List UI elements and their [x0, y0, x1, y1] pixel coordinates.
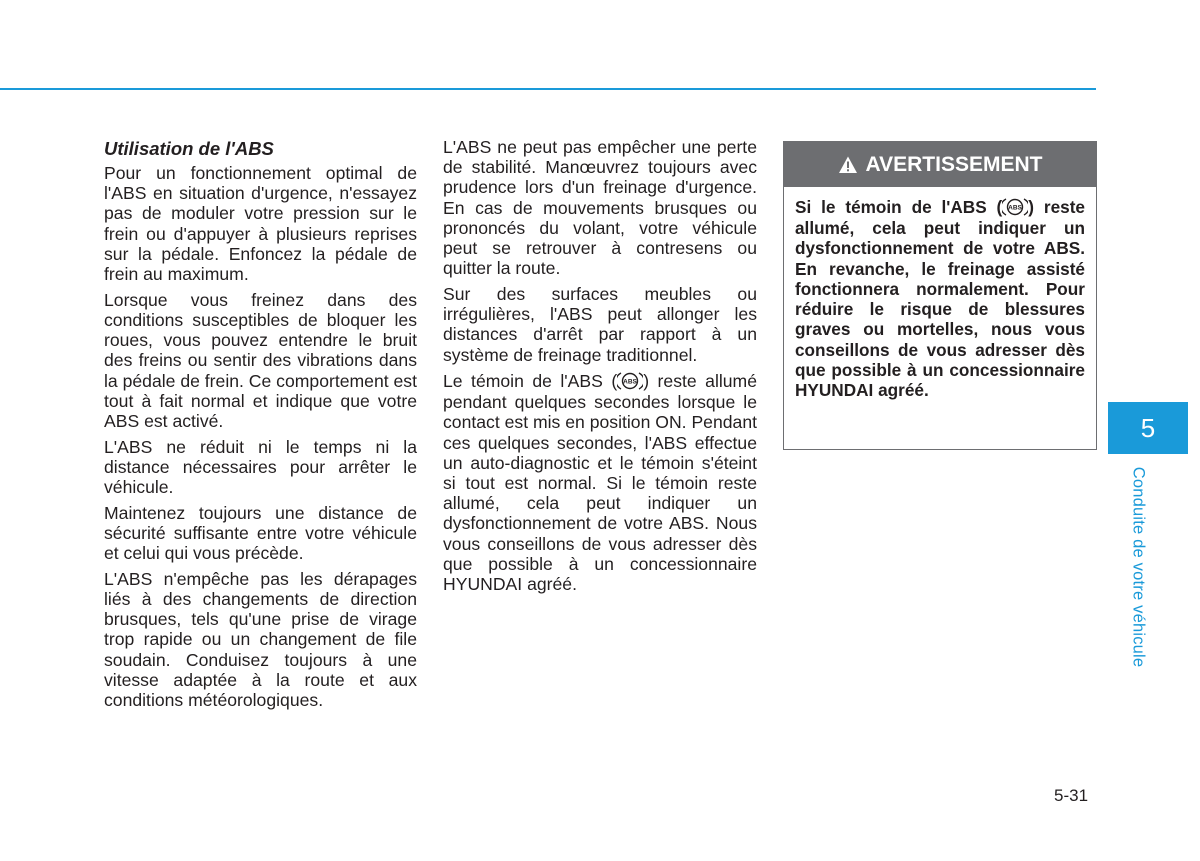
warning-text-before: Si le témoin de l'ABS ( [795, 197, 1003, 217]
chapter-tab[interactable]: 5 [1108, 402, 1188, 454]
abs-indicator-paragraph [443, 370, 757, 594]
paragraph: Lorsque vous freinez dans des conditions susceptibles de bloquer les roues, vous pouvez entendre le bruit des freins ou sentir des vibrations dans la pédale de frein. Ce comportement est tout à fait normal et indique que votre ABS est activé. [104, 289, 417, 431]
abs-icon-label: ABS [623, 378, 638, 386]
abs-warning-light-icon [1002, 196, 1028, 218]
paragraph: Maintenez toujours une distance de sécurité suffisante entre votre véhicule et celui qui vous précède. [104, 502, 417, 564]
warning-triangle-icon [838, 155, 858, 175]
page-number: 5-31 [1054, 786, 1089, 805]
section-heading: Utilisation de l'ABS [104, 138, 274, 159]
warning-text [784, 187, 1096, 401]
paragraph: L'ABS n'empêche pas les dérapages liés à des changements de direction brusques, tels qu'une prise de virage trop rapide ou un changement de file soudain. Conduisez toujours à une vitesse adaptée à la route et aux conditions météorologiques. [104, 568, 417, 711]
paragraph: Sur des surfaces meubles ou irrégulières, l'ABS peut allonger les distances d'arrêt par rapport à un système de freinage traditionnel. [443, 283, 757, 365]
indicator-text-before: Le témoin de l'ABS ( [443, 371, 618, 392]
paragraph: L'ABS ne réduit ni le temps ni la distance nécessaires pour arrêter le véhicule. [104, 436, 417, 498]
top-rule [0, 88, 1096, 90]
warning-text-after: ) reste allumé, cela peut indiquer un dysfonctionnement de votre ABS. En revanche, le freinage assisté fonctionnera normalement. Pour réduire le risque de blessures graves ou mortelles, nous vous conseillons de vous adresser dès que possible à un concessionnaire HYUNDAI agréé. [795, 197, 1085, 401]
middle-column [443, 137, 757, 600]
paragraph: Pour un fonctionnement optimal de l'ABS en situation d'urgence, n'essayez pas de moduler votre pression sur le frein ou d'appuyer à plusieurs reprises sur la pédale. Enfoncez la pédale de frein au maximum. [104, 163, 417, 285]
abs-icon-label: ABS [1008, 204, 1023, 212]
paragraph: L'ABS ne peut pas empêcher une perte de stabilité. Manœuvrez toujours avec prudence lors d'un freinage d'urgence. En cas de mouvements brusques ou prononcés du volant, votre véhicule peut se retrouver à contresens ou quitter la route. [443, 137, 757, 279]
chapter-title: Conduite de votre véhicule [1129, 466, 1148, 668]
warning-box [783, 141, 1097, 450]
warning-header [784, 142, 1096, 187]
left-column [104, 138, 417, 716]
abs-warning-light-icon [617, 370, 643, 392]
indicator-text-after: ) reste allumé pendant quelques secondes lorsque le contact est mis en position ON. Pendant ces quelques secondes, l'ABS effectue un auto-diagnostic et le témoin s'éteint si tout est normal. Si le témoin reste allumé, cela peut indiquer un dysfonctionnement de votre ABS. Nous vous conseillons de vous adresser dès que possible à un concessionnaire HYUNDAI agréé. [443, 371, 757, 595]
warning-title: AVERTISSEMENT [865, 152, 1043, 176]
